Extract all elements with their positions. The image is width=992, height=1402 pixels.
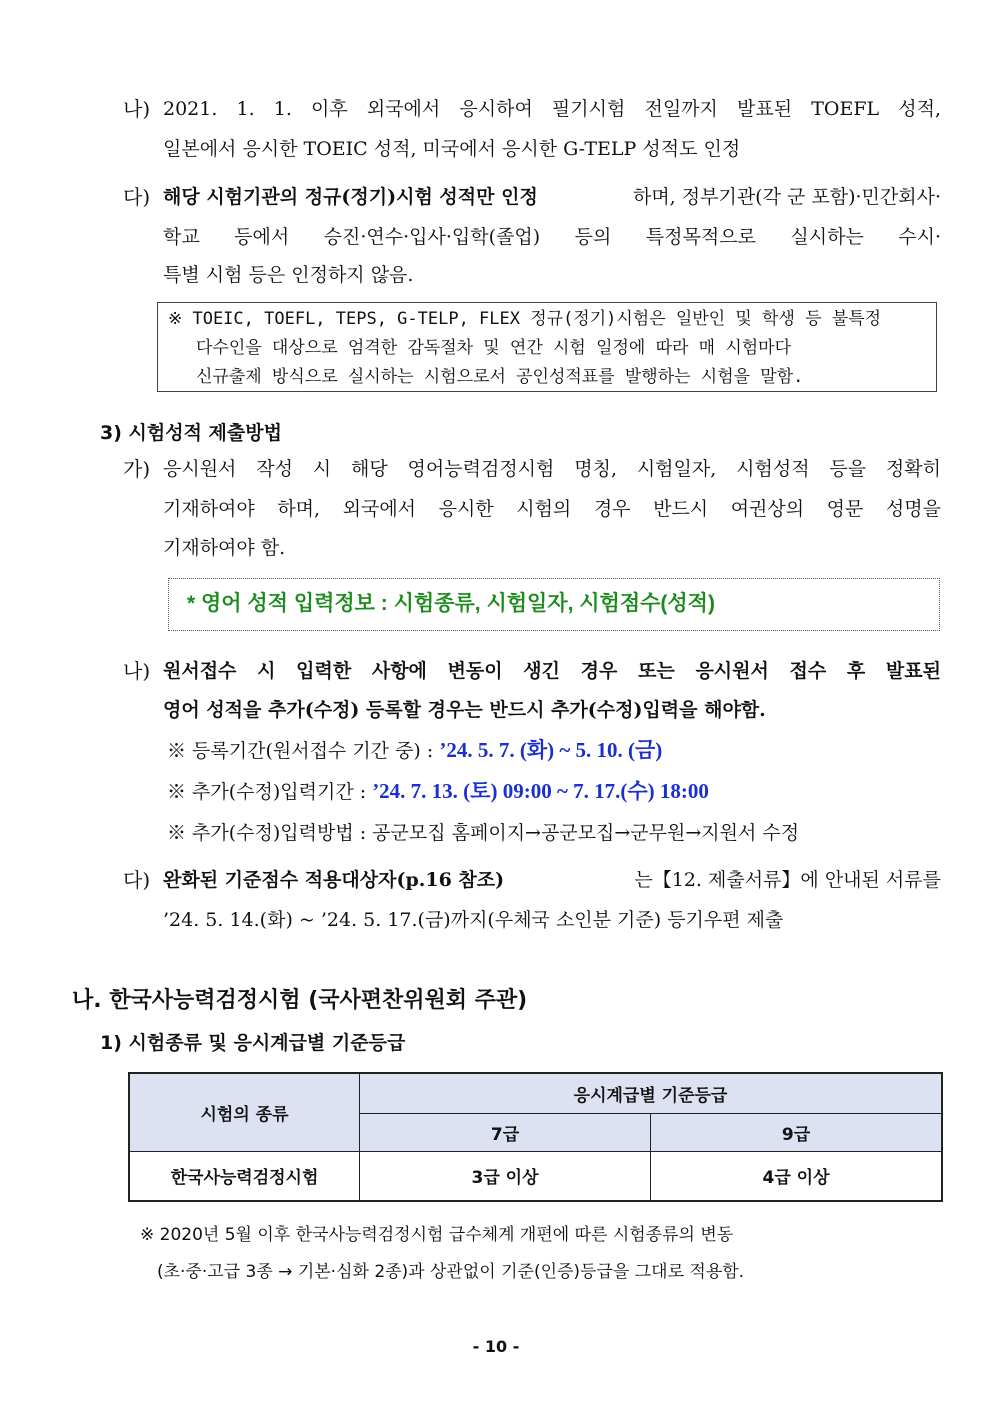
emphasis-text: 완화된 기준점수 적용대상자(p.16 참조) (163, 869, 505, 891)
table-header: 7급 (360, 1113, 651, 1151)
table-row (129, 1151, 942, 1201)
table-header: 응시계급별 기준등급 (360, 1073, 943, 1113)
paragraph-line: 응시원서 작성 시 해당 영어능력검정시험 명칭, 시험일자, 시험성적 등을 정확히 (163, 458, 941, 480)
date-range: ’24. 5. 7. (화) ~ 5. 10. (금) (439, 738, 663, 762)
item-label-ga: 가) (123, 457, 151, 481)
paragraph-line: 일본에서 응시한 TOEIC 성적, 미국에서 응시한 G-TELP 성적도 인정 (163, 138, 741, 160)
registration-period (167, 737, 662, 764)
item-label-na: 나) (123, 659, 151, 683)
table-cell: 4급 이상 (651, 1151, 943, 1201)
note-line: ※ TOEIC, TOEFL, TEPS, G-TELP, FLEX 정규(정기)시험은 일반인 및 학생 등 불특정 (168, 309, 882, 329)
item-label-da: 다) (123, 868, 151, 892)
paragraph-text: 하며, 정부기관(각 군 포함)·민간회사· (632, 186, 941, 208)
paragraph-line (163, 184, 941, 210)
paragraph-line: 학교 등에서 승진·연수·입사·입학(졸업) 등의 특정목적으로 실시하는 수시· (163, 226, 941, 248)
footnote-line: (초·중·고급 3종 → 기본·심화 2종)과 상관없이 기준(인증)등급을 그대로 적용함. (157, 1262, 745, 1282)
input-info-text: * 영어 성적 입력정보 : 시험종류, 시험일자, 시험점수(성적) (187, 592, 715, 615)
paragraph-line: 영어 성적을 추가(수정) 등록할 경우는 반드시 추가(수정)입력을 해야함. (163, 699, 766, 721)
paragraph-line: 기재하여야 함. (163, 537, 286, 559)
table-header: 시험의 종류 (129, 1073, 360, 1151)
item-label-da: 다) (123, 185, 151, 209)
note-label: ※ 등록기간(원서접수 기간 중) : (167, 740, 440, 762)
paragraph-text: 는【12. 제출서류】에 안내된 서류를 (634, 869, 941, 891)
table-cell: 3급 이상 (360, 1151, 651, 1201)
table-cell: 한국사능력검정시험 (129, 1151, 360, 1201)
note-box (157, 302, 937, 392)
footnote-line: ※ 2020년 5월 이후 한국사능력검정시험 급수체계 개편에 따른 시험종류의 변동 (140, 1225, 734, 1245)
item-label-na: 나) (123, 97, 151, 121)
table-header: 9급 (651, 1113, 943, 1151)
modification-method: ※ 추가(수정)입력방법 : 공군모집 홈페이지→공군모집→군무원→지원서 수정 (167, 822, 800, 844)
input-info-box (168, 578, 940, 631)
note-line: 다수인을 대상으로 엄격한 감독절차 및 연간 시험 일정에 따라 매 시험마다 (196, 338, 792, 358)
paragraph-line: 특별 시험 등은 인정하지 않음. (163, 264, 414, 286)
modification-period (167, 778, 709, 805)
paragraph-line: 기재하여야 하며, 외국에서 응시한 시험의 경우 반드시 여권상의 영문 성명을 (163, 498, 941, 520)
paragraph-line: ’24. 5. 14.(화) ~ ’24. 5. 17.(금)까지(우체국 소인분 기준) 등기우편 제출 (163, 909, 784, 931)
section-heading: 나. 한국사능력검정시험 (국사편찬위원회 주관) (72, 988, 528, 1013)
note-line: 신규출제 방식으로 실시하는 시험으로서 공인성적표를 발행하는 시험을 말함. (196, 367, 804, 387)
grade-table (128, 1072, 943, 1202)
note-label: ※ 추가(수정)입력기간 : (167, 781, 373, 803)
page-number: - 10 - (472, 1337, 520, 1356)
paragraph-line: 2021. 1. 1. 이후 외국에서 응시하여 필기시험 전일까지 발표된 TOEFL 성적, (163, 98, 941, 120)
section-heading: 3) 시험성적 제출방법 (100, 422, 282, 444)
emphasis-text: 해당 시험기관의 정규(정기)시험 성적만 인정 (163, 186, 538, 208)
subsection-heading: 1) 시험종류 및 응시계급별 기준등급 (100, 1032, 406, 1054)
paragraph-line (163, 867, 941, 893)
date-range: ’24. 7. 13. (토) 09:00 ~ 7. 17.(수) 18:00 (372, 779, 709, 803)
paragraph-line: 원서접수 시 입력한 사항에 변동이 생긴 경우 또는 응시원서 접수 후 발표된 (163, 660, 941, 682)
